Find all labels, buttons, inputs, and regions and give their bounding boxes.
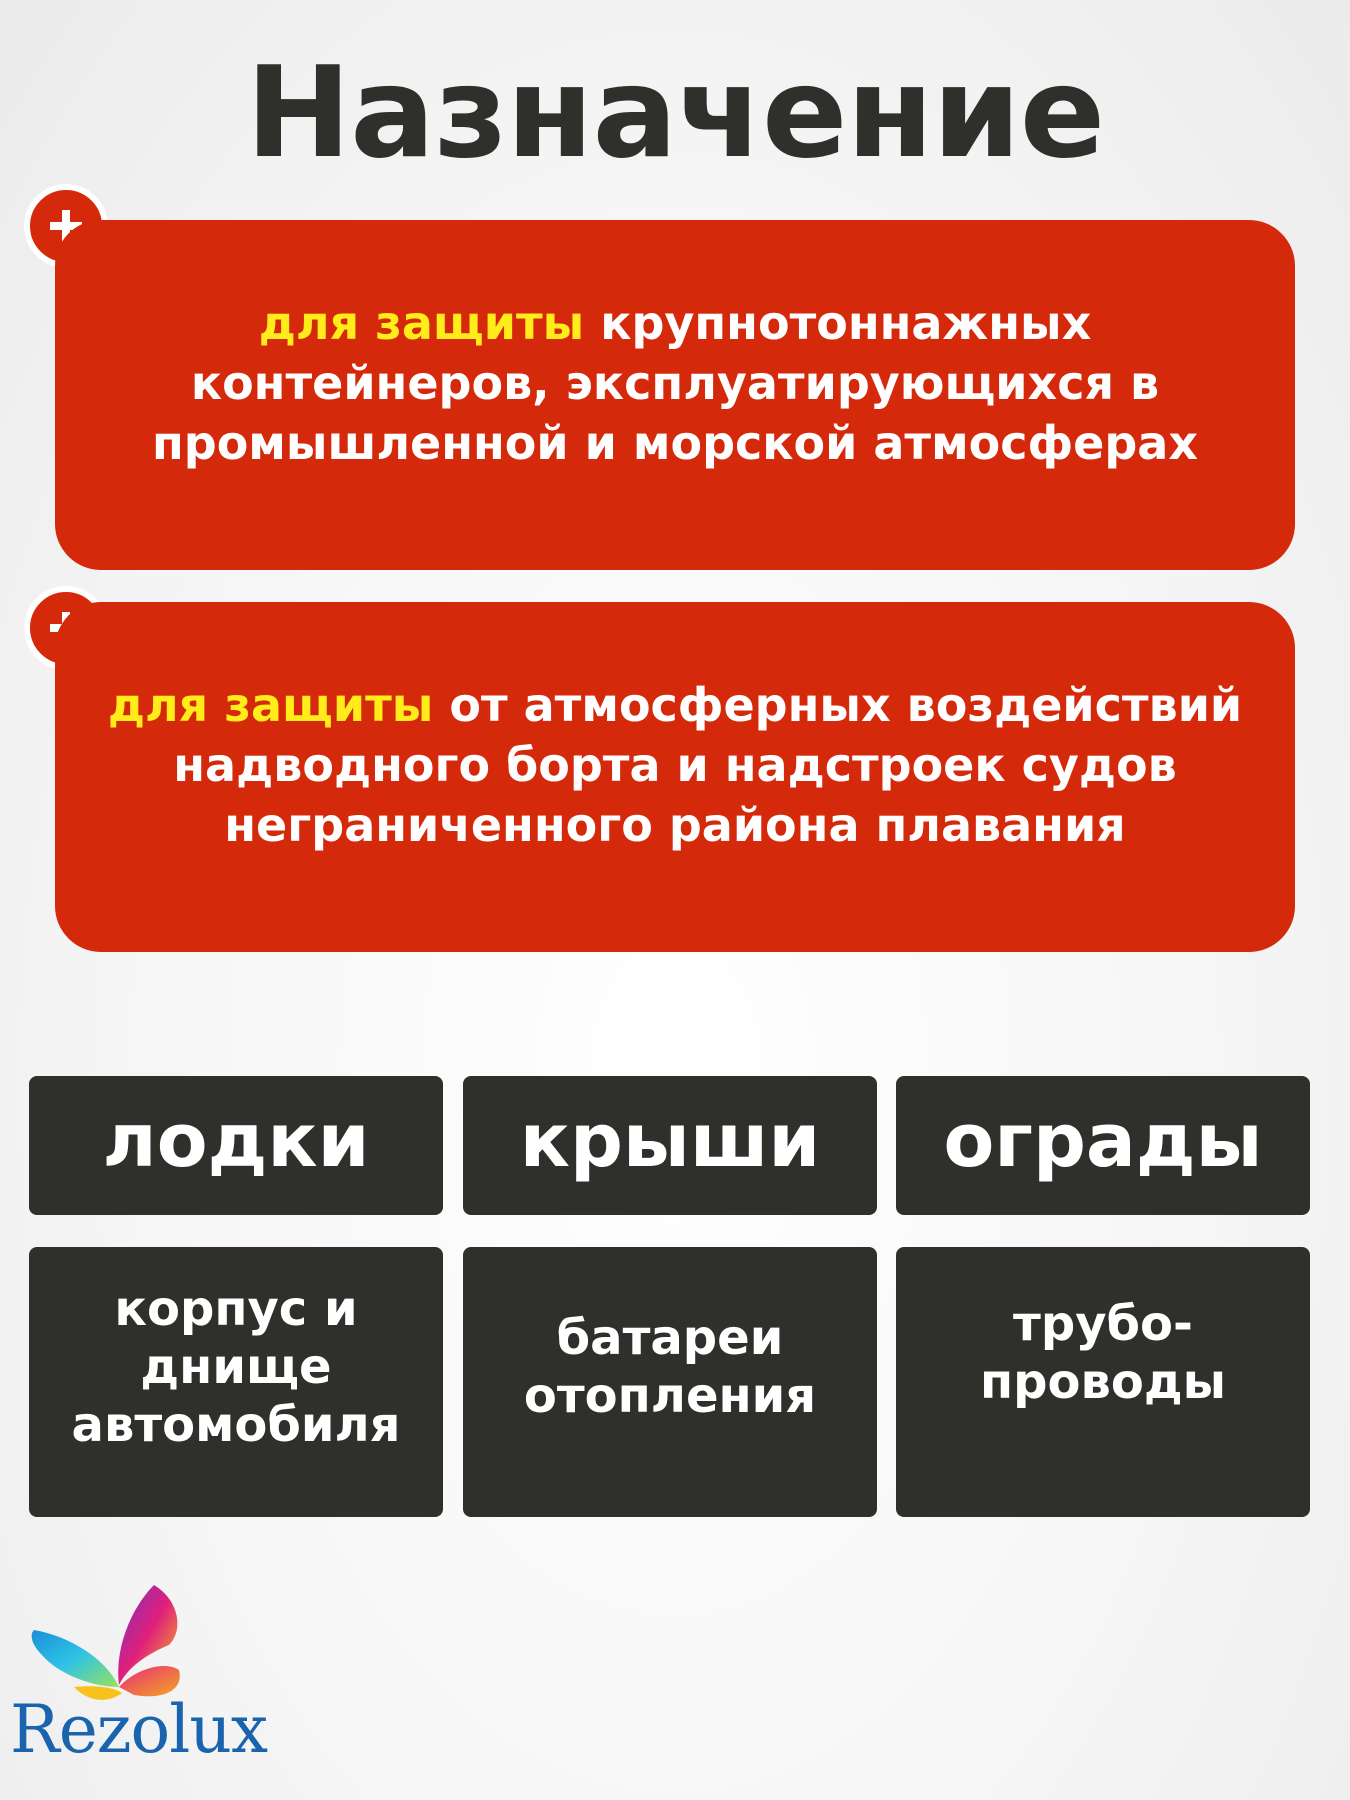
card-highlight: для защиты [107,677,434,732]
card-text [85,675,1265,855]
tile-roofs: крыши [463,1076,877,1215]
purpose-card-ships [55,602,1295,952]
purpose-card-containers [55,220,1295,570]
card-body: крупнотоннажных контейнеров, эксплуатирующихся в промышленной и морской атмосферах [151,295,1199,470]
tile-boats: лодки [29,1076,443,1215]
tile-line: корпус и [114,1281,358,1337]
tile-radiators [463,1247,877,1517]
tile-fences: ограды [896,1076,1310,1215]
tile-line: автомобиля [71,1397,401,1453]
tile-pipelines [896,1247,1310,1517]
brand-name: Rezolux [10,1691,268,1768]
tile-line: трубо- [1013,1296,1193,1352]
card-text [85,293,1265,473]
tile-line: отопления [523,1368,817,1424]
page-title: Назначение [245,39,1105,186]
tile-line: батареи [556,1310,784,1366]
tile-line: проводы [979,1354,1227,1410]
tile-line: днище [140,1339,332,1395]
card-body: от атмосферных воздействий надводного борта и надстроек судов неграниченного района плавания [173,677,1243,852]
tile-car-body [29,1247,443,1517]
card-highlight: для защиты [258,295,585,350]
